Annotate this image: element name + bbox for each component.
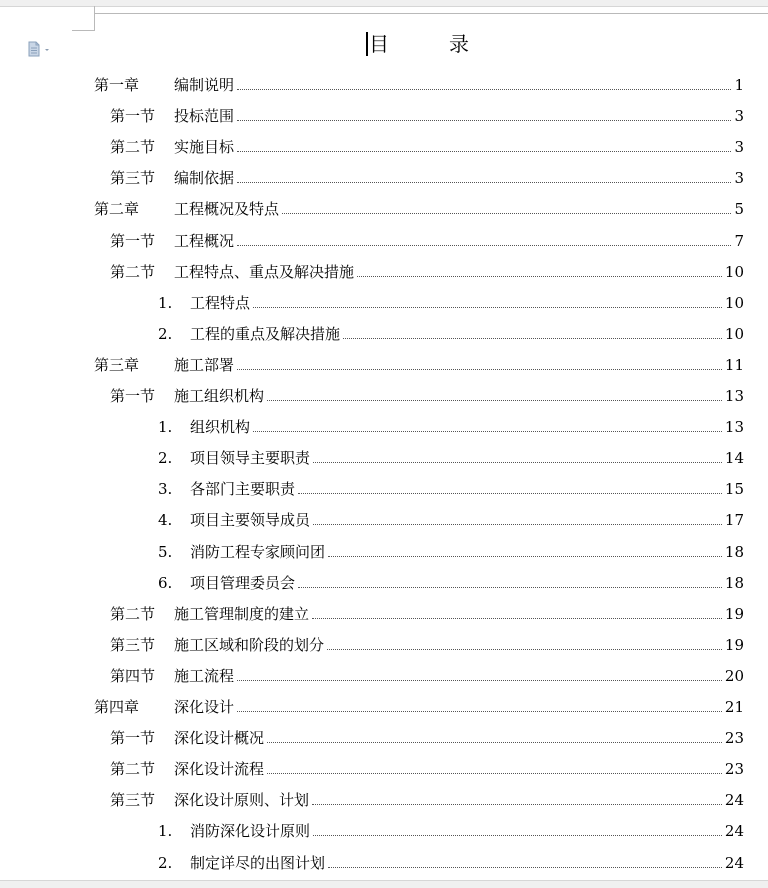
toc-entry-number: 第二节 (110, 760, 156, 778)
toc-entry-title: 施工流程 (174, 667, 235, 685)
toc-entry-section[interactable] (110, 661, 744, 685)
toc-entry-number: 2. (158, 325, 173, 343)
toc-dot-leader (237, 150, 731, 152)
toc-dot-leader (328, 866, 722, 868)
toc-entry-number: 第二节 (110, 263, 156, 281)
toc-entry-title: 各部门主要职责 (190, 480, 296, 498)
toc-dot-leader (253, 430, 722, 432)
toc-dot-leader (237, 368, 722, 370)
toc-entry-title: 消防深化设计原则 (190, 822, 311, 840)
toc-entry-title: 深化设计原则、计划 (174, 791, 310, 809)
toc-entry-item[interactable] (158, 537, 744, 561)
toc-entry-section[interactable] (110, 226, 744, 250)
toc-page-number: 14 (724, 449, 744, 467)
toc-entry-chapter[interactable] (94, 350, 744, 374)
toc-entry-number: 6. (158, 574, 173, 592)
toc-entry-section[interactable] (110, 101, 744, 125)
toc-entry-item[interactable] (158, 848, 744, 872)
toc-page-number: 18 (724, 543, 744, 561)
toc-entry-chapter[interactable] (94, 70, 744, 94)
toc-entry-number: 第三节 (110, 791, 156, 809)
toc-page-number: 21 (724, 698, 744, 716)
toc-entry-number: 第二节 (110, 605, 156, 623)
toc-entry-title: 实施目标 (174, 138, 235, 156)
toc-entry-number: 2. (158, 449, 173, 467)
toc-entry-section[interactable] (110, 163, 744, 187)
toc-dot-leader (313, 461, 722, 463)
toc-entry-number: 第四章 (94, 698, 140, 716)
toc-entry-title: 消防工程专家顾问团 (190, 543, 326, 561)
toc-page-number: 3 (734, 138, 744, 156)
toc-entry-title: 项目领导主要职责 (190, 449, 311, 467)
toc-entry-number: 2. (158, 854, 173, 872)
toc-dot-leader (343, 337, 722, 339)
toc-dot-leader (237, 119, 731, 121)
toc-dot-leader (267, 772, 722, 774)
toc-entry-item[interactable] (158, 568, 744, 592)
toc-page-number: 13 (724, 387, 744, 405)
toc-entry-title: 施工管理制度的建立 (174, 605, 310, 623)
toc-entry-title: 工程概况 (174, 232, 235, 250)
toc-dot-leader (357, 275, 722, 277)
toc-dot-leader (328, 555, 722, 557)
toc-dot-leader (312, 617, 722, 619)
toc-entry-number: 4. (158, 511, 173, 529)
toc-page-number: 13 (724, 418, 744, 436)
toc-entry-section[interactable] (110, 132, 744, 156)
toc-dot-leader (327, 648, 722, 650)
toc-dot-leader (267, 399, 722, 401)
toc-entry-item[interactable] (158, 443, 744, 467)
toc-entry-title: 施工部署 (174, 356, 235, 374)
toc-entry-number: 第一节 (110, 232, 156, 250)
toc-entry-title: 制定详尽的出图计划 (190, 854, 326, 872)
toc-entry-number: 第三节 (110, 636, 156, 654)
toc-entry-section[interactable] (110, 785, 744, 809)
toc-dot-leader (313, 834, 722, 836)
toc-entry-section[interactable] (110, 754, 744, 778)
toc-entry-title: 编制依据 (174, 169, 235, 187)
toc-page-number: 18 (724, 574, 744, 592)
toc-dot-leader (253, 306, 722, 308)
toc-page-number: 7 (734, 232, 744, 250)
toc-entry-number: 第二章 (94, 200, 140, 218)
toc-entry-number: 第四节 (110, 667, 156, 685)
toc-entry-title: 投标范围 (174, 107, 235, 125)
toc-entry-title: 施工组织机构 (174, 387, 265, 405)
toc-dot-leader (313, 523, 722, 525)
toc-entry-number: 第一节 (110, 387, 156, 405)
toc-page-number: 17 (724, 511, 744, 529)
toc-entry-title: 组织机构 (190, 418, 251, 436)
toc-entry-item[interactable] (158, 319, 744, 343)
toc-dot-leader (267, 741, 722, 743)
toc-entry-section[interactable] (110, 630, 744, 654)
toc-entry-chapter[interactable] (94, 692, 744, 716)
toc-page-number: 10 (724, 294, 744, 312)
toc-entry-number: 5. (158, 543, 173, 561)
toc-entry-title: 工程概况及特点 (174, 200, 280, 218)
toc-entry-title: 深化设计流程 (174, 760, 265, 778)
toc-dot-leader (237, 244, 731, 246)
toc-page-number: 11 (724, 356, 744, 374)
toc-page-number: 10 (724, 325, 744, 343)
toc-page-number: 24 (724, 854, 744, 872)
toc-page-number: 15 (724, 480, 744, 498)
toc-entry-section[interactable] (110, 381, 744, 405)
toc-page-number: 19 (724, 636, 744, 654)
toc-page-number: 3 (734, 169, 744, 187)
toc-page-number: 24 (724, 791, 744, 809)
toc-entry-chapter[interactable] (94, 194, 744, 218)
toc-entry-section[interactable] (110, 257, 744, 281)
toc-entry-number: 第一节 (110, 729, 156, 747)
toc-page-number: 3 (734, 107, 744, 125)
toc-entry-title: 深化设计 (174, 698, 235, 716)
toc-dot-leader (282, 212, 731, 214)
toc-page-number: 5 (734, 200, 744, 218)
toc-entry-item[interactable] (158, 412, 744, 436)
toc-dot-leader (312, 803, 722, 805)
toc-page-number: 23 (724, 729, 744, 747)
toc-entry-section[interactable] (110, 723, 744, 747)
toc-entry-number: 1. (158, 418, 173, 436)
toc-entry-number: 第三章 (94, 356, 140, 374)
toc-dot-leader (237, 710, 722, 712)
toc-entry-title: 工程特点 (190, 294, 251, 312)
toc-page-number: 23 (724, 760, 744, 778)
toc-dot-leader (298, 586, 722, 588)
toc-dot-leader (237, 679, 722, 681)
toc-page-number: 24 (724, 822, 744, 840)
toc-dot-leader (237, 181, 731, 183)
toc-entry-number: 第三节 (110, 169, 156, 187)
toc-page-number: 10 (724, 263, 744, 281)
toc-entry-title: 编制说明 (174, 76, 235, 94)
toc-entry-item[interactable] (158, 505, 744, 529)
toc-entry-title: 施工区域和阶段的划分 (174, 636, 325, 654)
toc-page-number: 19 (724, 605, 744, 623)
toc-entry-number: 第一章 (94, 76, 140, 94)
toc-dot-leader (298, 492, 722, 494)
toc-entry-number: 第一节 (110, 107, 156, 125)
toc-entry-title: 深化设计概况 (174, 729, 265, 747)
toc-entry-section[interactable] (110, 599, 744, 623)
toc-entry-title: 工程的重点及解决措施 (190, 325, 341, 343)
toc-entry-number: 1. (158, 822, 173, 840)
toc-entry-title: 项目主要领导成员 (190, 511, 311, 529)
toc-entry-item[interactable] (158, 816, 744, 840)
toc-entry-item[interactable] (158, 474, 744, 498)
toc-entry-title: 工程特点、重点及解决措施 (174, 263, 355, 281)
toc-page-number: 1 (734, 76, 744, 94)
toc-entry-number: 1. (158, 294, 173, 312)
toc-entry-number: 第二节 (110, 138, 156, 156)
toc-entry-item[interactable] (158, 288, 744, 312)
toc-entry-number: 3. (158, 480, 173, 498)
toc-dot-leader (237, 88, 731, 90)
toc-entry-title: 项目管理委员会 (190, 574, 296, 592)
toc-page-number: 20 (724, 667, 744, 685)
toc-title-text: 目 录 (369, 32, 469, 56)
